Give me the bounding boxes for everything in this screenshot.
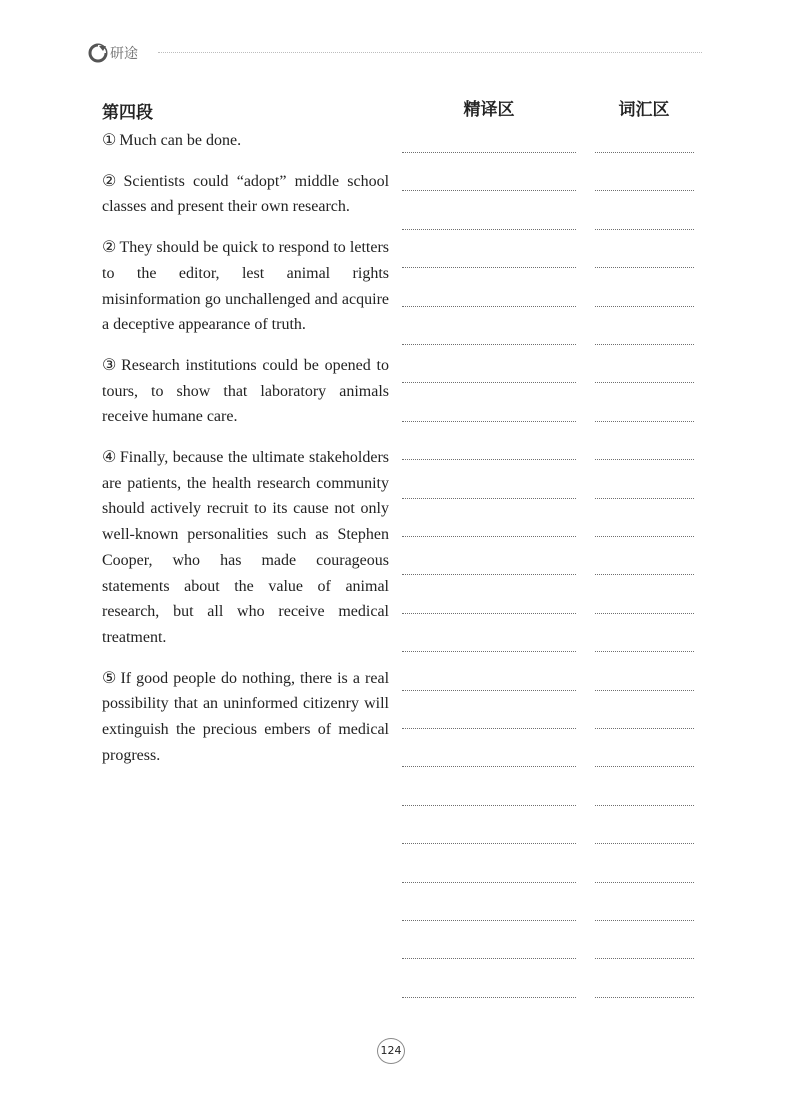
translation-line (402, 498, 576, 499)
translation-line (402, 536, 576, 537)
sentence-text: Finally, because the ultimate stakeholders are patients, the health research community should actively recruit to its cause not only well-known personalities such as Stephen Cooper, who has made courageous statements about the value of animal research, but all who receive medical treatment. (102, 449, 390, 646)
translation-line (402, 882, 576, 883)
sentence-number: ④ (102, 449, 117, 467)
header-divider (158, 52, 702, 53)
translation-line (402, 421, 576, 422)
sentence-text: If good people do nothing, there is a real possibility that an uninformed citizenry will extinguish the precious embers of medical progress. (102, 669, 390, 764)
translation-line (402, 613, 576, 614)
vocab-line (595, 574, 694, 575)
vocab-line (595, 997, 694, 998)
sentence-text: Much can be done. (119, 132, 242, 149)
vocab-column-header: 词汇区 (618, 100, 670, 120)
sentence-text: They should be quick to respond to letters to the editor, lest animal rights misinformation go unchallenged and acquire a deceptive appearance of truth. (102, 239, 389, 334)
paragraph (102, 235, 389, 338)
page-header (88, 42, 702, 64)
translation-line (402, 306, 576, 307)
sentence-number: ⑤ (102, 669, 118, 687)
sentence-number: ② (102, 239, 117, 257)
vocab-line (595, 344, 694, 345)
vocab-line (595, 421, 694, 422)
paragraph (102, 128, 389, 154)
logo-swirl-icon (88, 43, 108, 63)
vocab-line (595, 920, 694, 921)
translation-line (402, 574, 576, 575)
translation-line (402, 690, 576, 691)
paragraph (102, 169, 389, 220)
vocab-line (595, 306, 694, 307)
translation-line (402, 958, 576, 959)
translation-line (402, 997, 576, 998)
translation-line (402, 267, 576, 268)
vocab-line (595, 613, 694, 614)
paragraph (102, 353, 389, 430)
translation-line (402, 190, 576, 191)
translation-line (402, 728, 576, 729)
vocab-line (595, 651, 694, 652)
vocab-line (595, 690, 694, 691)
translation-line (402, 920, 576, 921)
vocab-line (595, 536, 694, 537)
vocab-line (595, 382, 694, 383)
sentence-number: ① (102, 132, 117, 149)
sentence-number: ③ (102, 356, 119, 374)
paragraph (102, 445, 389, 651)
vocab-line (595, 958, 694, 959)
vocab-line (595, 152, 694, 153)
translation-line (402, 843, 576, 844)
translation-line (402, 344, 576, 345)
vocab-line (595, 498, 694, 499)
vocab-line (595, 882, 694, 883)
paragraph (102, 666, 389, 769)
vocab-line (595, 843, 694, 844)
vocab-line (595, 267, 694, 268)
sentence-number: ② (102, 172, 121, 190)
vocab-line (595, 766, 694, 767)
logo-text: 研途 (110, 46, 138, 62)
translation-line (402, 152, 576, 153)
vocab-line (595, 229, 694, 230)
vocab-line (595, 459, 694, 460)
section-title: 第四段 (102, 103, 153, 123)
vocab-line (595, 805, 694, 806)
translation-line (402, 459, 576, 460)
vocab-line (595, 728, 694, 729)
translation-line (402, 651, 576, 652)
translation-column-header: 精译区 (463, 100, 515, 120)
passage (102, 128, 389, 783)
translation-line (402, 766, 576, 767)
translation-line (402, 805, 576, 806)
page-number: 124 (377, 1038, 405, 1064)
translation-line (402, 229, 576, 230)
sentence-text: Research institutions could be opened to tours, to show that laboratory animals receive humane care. (102, 356, 389, 426)
vocab-line (595, 190, 694, 191)
translation-line (402, 382, 576, 383)
sentence-text: Scientists could “adopt” middle school classes and present their own research. (102, 172, 390, 216)
